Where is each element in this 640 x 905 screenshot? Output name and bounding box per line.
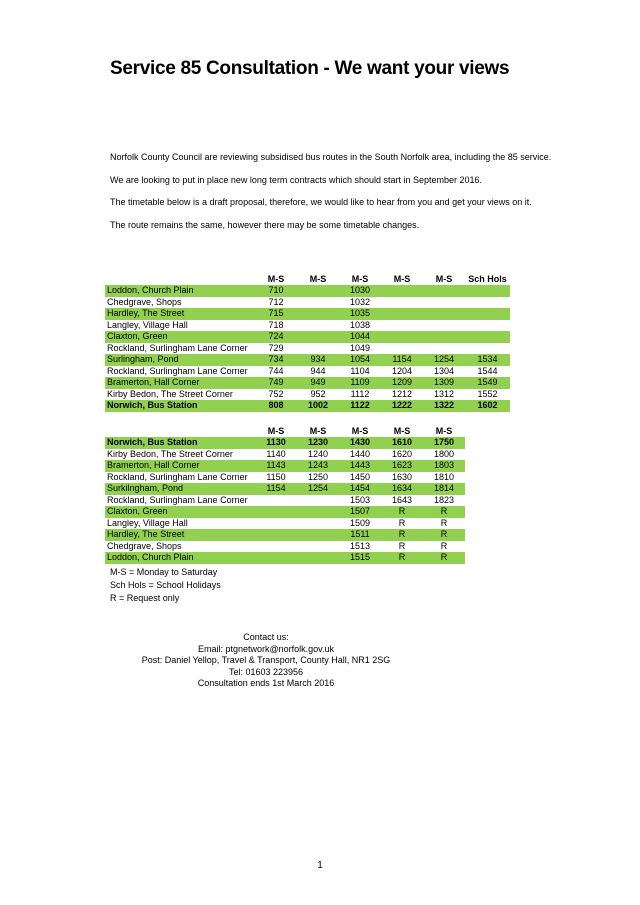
table-row [105,449,465,461]
time-cell: 1544 [477,365,498,376]
stop-cell: Surkilngham, Pond [105,483,255,495]
time-cell [381,285,423,297]
time-cell: R [381,529,423,541]
time-cell: 944 [310,365,326,376]
time-cell [297,320,339,332]
time-cell: 1030 [339,285,381,297]
time-cell: 1309 [423,377,465,389]
contact-deadline: Consultation ends 1st March 2016 [197,678,335,688]
time-cell: 1112 [350,388,370,399]
column-header: M-S [309,425,327,436]
time-cell [423,320,465,332]
time-cell: 1304 [433,365,455,376]
stop-cell: Kirby Bedon, The Street Corner [107,388,233,399]
time-cell: 1630 [391,471,413,482]
time-cell: 1254 [297,483,339,495]
contact-tel: Tel: 01603 223956 [228,666,304,677]
time-cell: 1212 [391,388,413,399]
time-cell [297,529,339,541]
time-cell: 712 [268,296,284,307]
table-row [105,285,510,297]
stop-column-header [105,271,255,285]
time-cell: 952 [310,388,326,399]
time-cell: 1032 [349,296,371,307]
page-number: 1 [317,860,323,871]
time-cell [381,297,423,309]
legend-line-request: R = Request only [110,593,180,603]
time-cell [465,297,510,309]
time-cell: 1230 [297,437,339,449]
time-cell: 1515 [339,552,381,564]
stop-cell: Chedgrave, Shops [107,540,182,551]
time-cell: 1750 [423,437,465,449]
stop-cell: Langley, Village Hall [107,517,188,528]
time-cell: 1511 [339,529,381,541]
stop-cell: Rockland, Surlingham Lane Corner [107,494,248,505]
time-cell: 1549 [465,377,510,389]
time-cell: 1620 [391,448,413,459]
stop-cell: Claxton, Green [105,506,255,518]
time-cell: 718 [268,319,284,330]
time-cell: 1240 [307,448,329,459]
intro-paragraph-4: The route remains the same, however there may be some timetable changes. [110,219,420,230]
time-cell: R [423,506,465,518]
time-cell [297,285,339,297]
time-cell [423,297,465,309]
time-cell: 1503 [349,494,371,505]
time-cell: R [381,552,423,564]
stop-cell: Rockland, Surlingham Lane Corner [107,471,248,482]
time-cell: 1814 [423,483,465,495]
stop-cell: Rockland, Surlingham Lane Corner [107,365,248,376]
time-cell: 1312 [433,388,455,399]
time-cell [255,506,297,518]
time-cell [297,331,339,343]
table-row [105,308,510,320]
time-cell: 1322 [423,400,465,412]
time-cell [423,331,465,343]
time-cell: 1552 [477,388,498,399]
contact-post: Post: Daniel Yellop, Travel & Transport, County Hall, NR1 2SG [141,655,391,665]
intro-paragraphs [110,152,590,242]
outbound-timetable [105,271,510,412]
time-cell: 1109 [339,377,381,389]
time-cell: 1038 [349,319,371,330]
time-cell [465,331,510,343]
stop-cell: Surlingham, Pond [105,354,255,366]
return-timetable [105,423,465,564]
time-cell: 949 [297,377,339,389]
time-cell [255,518,297,530]
stop-cell: Kirby Bedon, The Street Corner [107,448,233,459]
time-cell: 749 [255,377,297,389]
time-cell: 1450 [349,471,371,482]
time-cell: 1643 [391,494,413,505]
stop-cell: Langley, Village Hall [107,319,188,330]
stop-cell: Hardley, The Street [105,308,255,320]
time-cell: R [423,552,465,564]
time-cell [381,331,423,343]
time-cell: 1509 [349,517,371,528]
stop-cell: Chedgrave, Shops [107,296,182,307]
table-row [105,331,510,343]
contact-heading: Contact us: [243,632,289,642]
time-cell: 734 [255,354,297,366]
table-row [105,354,510,366]
table-row [105,297,510,309]
stop-cell: Norwich, Bus Station [105,400,255,412]
table-row [105,320,510,332]
column-header: M-S [267,273,285,284]
stop-cell: Loddon, Church Plain [105,285,255,297]
time-cell: 1122 [339,400,381,412]
stop-cell: Bramerton, Hall Corner [105,377,255,389]
time-cell [381,308,423,320]
time-cell: 1140 [266,448,286,459]
time-cell: R [398,540,406,551]
stop-cell: Loddon, Church Plain [105,552,255,564]
stop-cell: Bramerton, Hall Corner [105,460,255,472]
table-row [105,506,465,518]
time-cell: R [381,506,423,518]
time-cell: 1513 [349,540,371,551]
time-cell [297,343,339,355]
stop-cell: Claxton, Green [105,331,255,343]
table-row [105,529,465,541]
time-cell: 1430 [339,437,381,449]
time-cell: 744 [268,365,284,376]
time-cell: 724 [255,331,297,343]
time-cell: 710 [255,285,297,297]
stop-cell: Norwich, Bus Station [105,437,255,449]
time-cell [297,506,339,518]
time-cell: 1154 [255,483,297,495]
time-cell [423,308,465,320]
column-header: M-S [351,273,369,284]
time-cell [465,285,510,297]
time-cell: 1035 [339,308,381,320]
time-cell: 752 [268,388,284,399]
time-cell [297,518,339,530]
time-cell: R [398,517,406,528]
page-title: Service 85 Consultation - We want your views [110,58,510,79]
time-cell: 1454 [339,483,381,495]
time-cell: 1803 [423,460,465,472]
time-cell [297,552,339,564]
time-cell: 1150 [266,471,286,482]
time-cell [297,297,339,309]
time-cell [465,320,510,332]
table-row [105,483,465,495]
column-header: Sch Hols [468,273,507,284]
time-cell: 808 [255,400,297,412]
column-header: M-S [351,425,369,436]
time-cell: 1800 [433,448,455,459]
time-cell [255,541,297,553]
column-header: M-S [393,273,411,284]
contact-email: Email: ptgnetwork@norfolk.gov.uk [197,643,335,654]
time-cell [423,285,465,297]
column-header: M-S [309,273,327,284]
contact-block [101,632,431,690]
time-cell [297,308,339,320]
column-header: M-S [393,425,411,436]
table-row [105,552,465,564]
stop-cell: Hardley, The Street [105,529,255,541]
time-cell [255,495,297,507]
intro-paragraph-3: The timetable below is a draft proposal, therefore, we would like to hear from you and get your views on it. [110,197,532,207]
time-cell [381,320,423,332]
time-cell: 1204 [391,365,413,376]
time-cell: R [440,540,448,551]
time-cell: 1044 [339,331,381,343]
time-cell: 1810 [433,471,455,482]
time-cell: 1130 [255,437,297,449]
time-cell: 1243 [297,460,339,472]
timetable-legend [110,566,221,605]
time-cell: 1054 [339,354,381,366]
time-cell: 1623 [381,460,423,472]
time-cell: 1049 [349,342,371,353]
time-cell: 729 [268,342,284,353]
table-row [105,460,465,472]
time-cell: 1634 [381,483,423,495]
time-cell: 1222 [381,400,423,412]
column-header: M-S [435,425,453,436]
table-row [105,437,465,449]
table-row [105,366,510,378]
time-cell [297,541,339,553]
legend-line-schhols: Sch Hols = School Holidays [110,580,221,590]
time-cell: 1209 [381,377,423,389]
table-row [105,541,465,553]
table-row [105,343,510,355]
table-row [105,389,510,401]
time-cell: 1610 [381,437,423,449]
time-cell: 715 [255,308,297,320]
time-cell: 1104 [350,365,370,376]
time-cell [465,308,510,320]
time-cell: 1154 [381,354,423,366]
stop-cell: Rockland, Surlingham Lane Corner [107,342,248,353]
time-cell: 1507 [339,506,381,518]
time-cell: 1250 [307,471,329,482]
time-cell [423,343,465,355]
table-row [105,472,465,484]
time-cell [297,495,339,507]
intro-paragraph-2: We are looking to put in place new long term contracts which should start in September 2016. [110,174,483,185]
time-cell: R [440,517,448,528]
intro-paragraph-1: Norfolk County Council are reviewing subsidised bus routes in the South Norfolk area, including the 85 service. [110,152,552,162]
time-cell: 1823 [433,494,455,505]
time-cell: 1602 [465,400,510,412]
column-header: M-S [267,425,285,436]
time-cell [255,552,297,564]
table-row [105,495,465,507]
stop-column-header [105,423,255,437]
time-cell: 1534 [465,354,510,366]
header-row [105,423,465,437]
time-cell: 934 [297,354,339,366]
time-cell: 1440 [349,448,371,459]
time-cell: 1443 [339,460,381,472]
table-row [105,377,510,389]
time-cell: R [423,529,465,541]
time-cell [255,529,297,541]
time-cell: 1002 [297,400,339,412]
column-header: M-S [435,273,453,284]
legend-line-ms: M-S = Monday to Saturday [110,567,218,577]
table-row [105,400,510,412]
time-cell: 1143 [255,460,297,472]
table-row [105,518,465,530]
time-cell [465,343,510,355]
time-cell [381,343,423,355]
header-row [105,271,510,285]
time-cell: 1254 [423,354,465,366]
